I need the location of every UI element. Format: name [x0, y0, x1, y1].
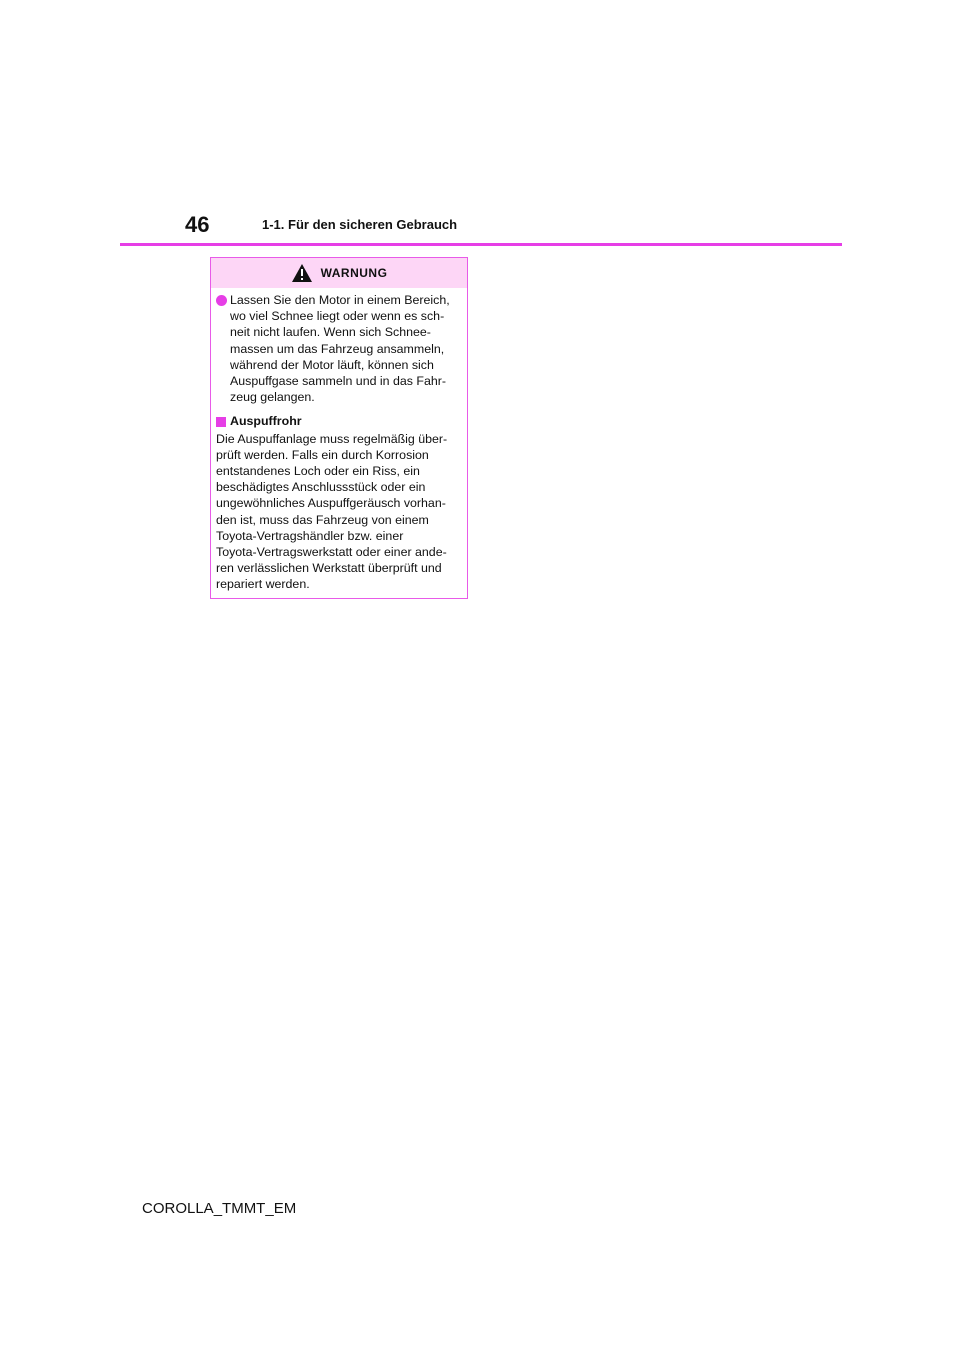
paragraph-line: Toyota-Vertragshändler bzw. einer: [216, 528, 404, 543]
warning-header: [211, 258, 467, 288]
warning-bullet-item: [216, 292, 461, 405]
page-header: [0, 0, 960, 250]
paragraph-line: prüft werden. Falls ein durch Korrosion: [216, 447, 429, 462]
paragraph-line: ren verlässlichen Werkstatt überprüft und: [216, 561, 442, 576]
paragraph-line: Die Auspuffanlage muss regelmäßig über-: [216, 431, 448, 446]
auspuffrohr-paragraph: [216, 431, 461, 593]
warning-box: [210, 257, 468, 599]
warning-triangle-icon: [291, 263, 313, 283]
warning-bullet-line: Auspuffgase sammeln und in das Fahr-: [230, 374, 447, 389]
paragraph-line: Toyota-Vertragswerkstatt oder einer ande-: [216, 545, 447, 560]
paragraph-line: repariert werden.: [216, 577, 310, 592]
warning-title: WARNUNG: [320, 266, 388, 280]
warning-bullet-line: neit nicht laufen. Wenn sich Schnee-: [230, 325, 431, 340]
pink-circle-bullet-icon: [216, 295, 227, 306]
header-rule: [120, 243, 842, 246]
paragraph-line: ungewöhnliches Auspuffgeräusch vorhan-: [216, 496, 446, 511]
paragraph-line: den ist, muss das Fahrzeug von einem: [216, 512, 429, 527]
warning-bullet-line: zeug gelangen.: [230, 390, 315, 405]
manual-code: COROLLA_TMMT_EM: [142, 1200, 297, 1217]
auspuffrohr-label: Auspuffrohr: [230, 414, 302, 429]
page-number: 46: [185, 212, 210, 237]
auspuffrohr-subheading: [216, 413, 461, 429]
warning-bullet-text: [230, 292, 461, 405]
warning-bullet-line: massen um das Fahrzeug ansammeln,: [230, 341, 445, 356]
warning-bullet-line: Lassen Sie den Motor in einem Bereich,: [230, 293, 450, 307]
paragraph-line: entstandenes Loch oder ein Riss, ein: [216, 464, 420, 479]
warning-bullet-line: während der Motor läuft, können sich: [230, 357, 434, 372]
warning-bullet-line: wo viel Schnee liegt oder wenn es sch-: [230, 309, 445, 324]
pink-square-marker-icon: [216, 417, 226, 427]
paragraph-line: beschädigtes Anschlussstück oder ein: [216, 480, 426, 495]
section-title: 1-1. Für den sicheren Gebrauch: [262, 217, 458, 232]
warning-body: [211, 288, 467, 599]
